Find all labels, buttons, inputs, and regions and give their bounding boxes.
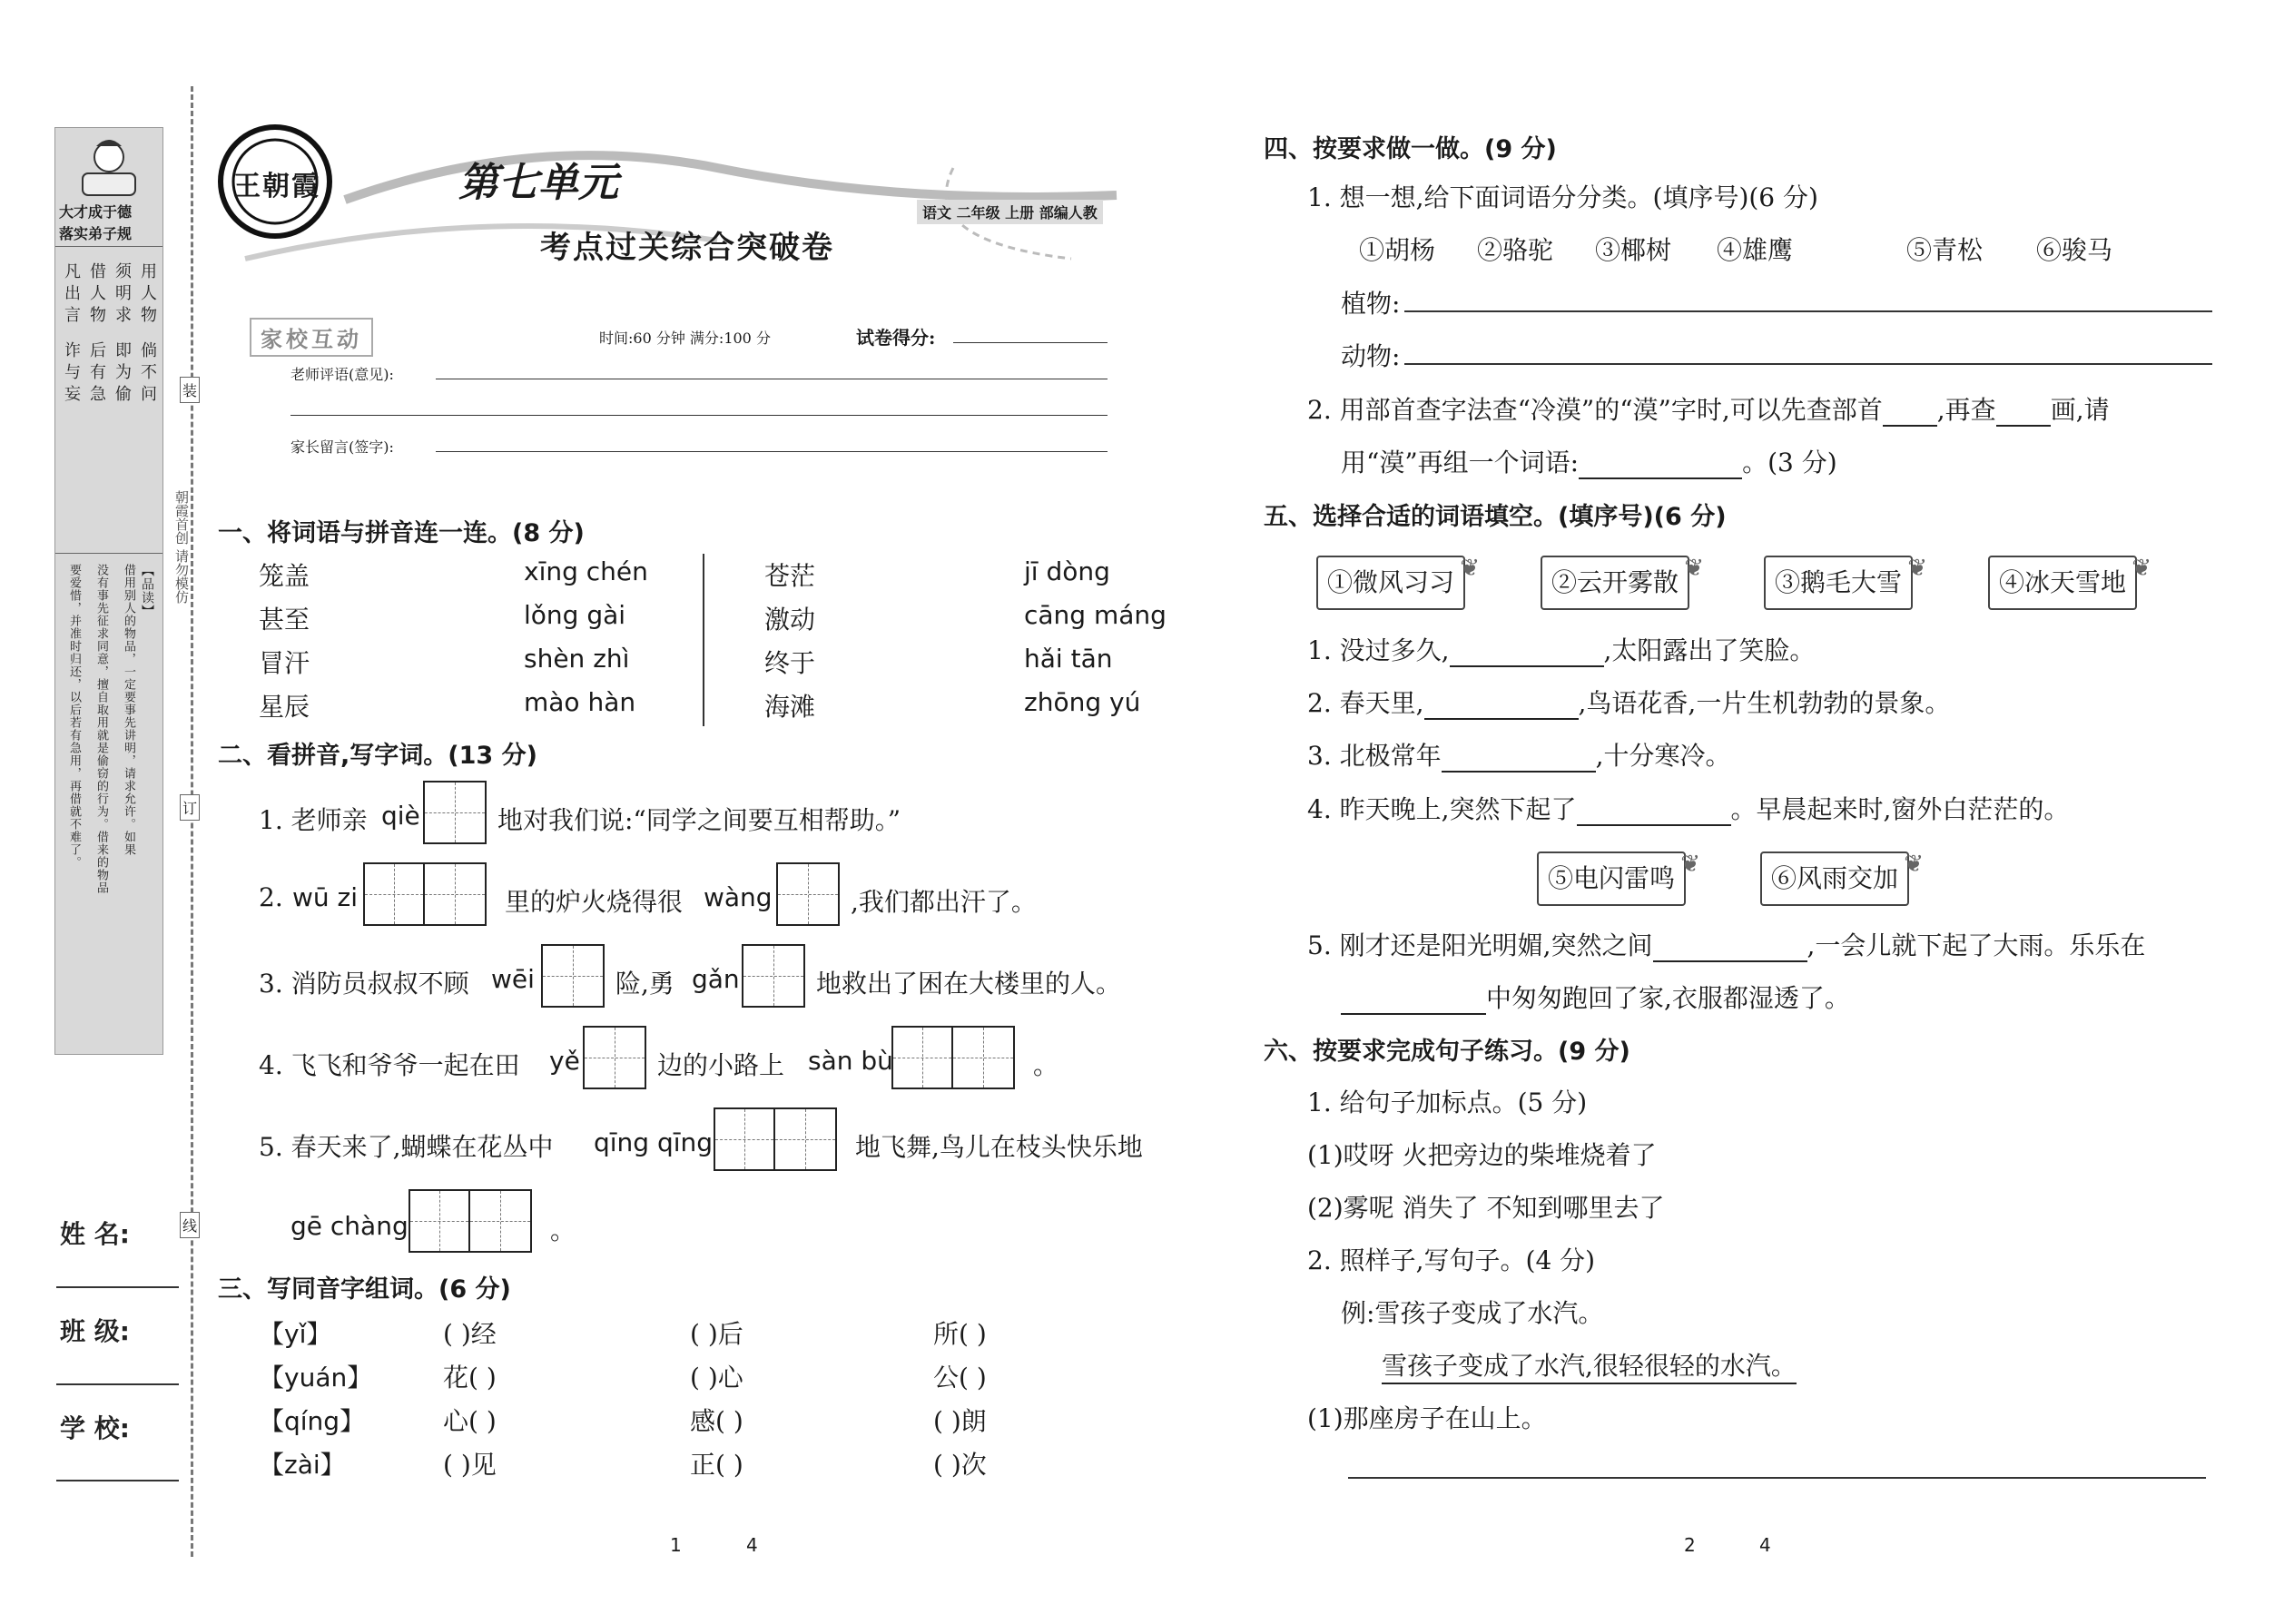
score-label: 试卷得分: bbox=[856, 327, 936, 349]
word[interactable]: 甚至 bbox=[259, 605, 310, 635]
leaf-icon: ❦ bbox=[1460, 555, 1481, 582]
name-label: 姓 名: bbox=[60, 1219, 130, 1249]
pinyin[interactable]: zhōng yú bbox=[1024, 687, 1141, 717]
option-word: ①胡杨 bbox=[1359, 235, 1436, 265]
plant-answer-line[interactable] bbox=[1404, 309, 2212, 312]
parent-comment-label: 家长留言(签字): bbox=[290, 438, 394, 456]
page-number-total: 4 bbox=[746, 1534, 758, 1556]
tianzige-box[interactable] bbox=[891, 1026, 1015, 1089]
school-label: 学 校: bbox=[60, 1413, 130, 1443]
class-label: 班 级: bbox=[60, 1316, 130, 1346]
tianzige-box[interactable] bbox=[714, 1107, 837, 1171]
poem-note: 要爱惜，并准时归还，以后若有急用，再借就不难了。 bbox=[67, 564, 81, 869]
page-number: 1 bbox=[670, 1534, 682, 1556]
q-text: 1. 没过多久, ,太阳露出了笑脸。 bbox=[1307, 635, 1816, 665]
tianzige-box[interactable] bbox=[363, 862, 487, 926]
blank-item[interactable]: 正( ) bbox=[690, 1450, 743, 1480]
class-field[interactable] bbox=[56, 1382, 179, 1385]
sound-key: 【yuán】 bbox=[259, 1363, 373, 1393]
section2-title: 二、看拼音,写字词。(13 分) bbox=[218, 742, 537, 770]
tianzige-box[interactable] bbox=[776, 862, 840, 926]
poem-col: 凡出言 bbox=[62, 262, 81, 328]
school-field[interactable] bbox=[56, 1478, 179, 1481]
sound-key: 【zài】 bbox=[259, 1450, 346, 1480]
tianzige-box[interactable] bbox=[742, 944, 805, 1008]
margin-note: 朝霞首创 请勿模仿 bbox=[173, 490, 190, 604]
motto-top: 大才成于德 bbox=[59, 203, 133, 221]
poem-label: 【品读】 bbox=[140, 564, 154, 618]
sentence[interactable]: (2)雾呢 消失了 不知到哪里去了 bbox=[1307, 1193, 1665, 1223]
option-word: ②骆驼 bbox=[1477, 235, 1554, 265]
home-school-label: 家校互动 bbox=[250, 318, 373, 357]
blank-item[interactable]: ( )后 bbox=[690, 1319, 743, 1349]
word[interactable]: 笼盖 bbox=[259, 561, 310, 591]
poem-col: 倘不问 bbox=[138, 341, 157, 407]
leaf-icon: ❦ bbox=[2132, 555, 2152, 582]
poem-col: 后有急 bbox=[87, 341, 106, 407]
q-text: 中匆匆跑回了家,衣服都湿透了。 bbox=[1341, 979, 1850, 1015]
word-option: ①微风习习 ❦ bbox=[1316, 556, 1465, 610]
pinyin[interactable]: hǎi tān bbox=[1024, 644, 1113, 674]
q-text: 4. 昨天晚上,突然下起了 。早晨起来时,窗外白茫茫的。 bbox=[1307, 794, 2070, 824]
word-option: ④冰天雪地 ❦ bbox=[1988, 556, 2137, 610]
option-word: ③椰树 bbox=[1595, 235, 1672, 265]
q-pinyin: sàn bù bbox=[808, 1046, 893, 1076]
q-text: 5. 刚才还是阳光明媚,突然之间 ,一会儿就下起了大雨。乐乐在 bbox=[1307, 930, 2146, 960]
q-text: 。 bbox=[550, 1216, 576, 1245]
q-text: 2. 春天里, ,鸟语花香,一片生机勃勃的景象。 bbox=[1307, 688, 1951, 718]
q-text: 1. 给句子加标点。(5 分) bbox=[1307, 1088, 1588, 1117]
teacher-comment-line2[interactable] bbox=[290, 413, 1108, 416]
blank-item[interactable]: 花( ) bbox=[443, 1363, 497, 1393]
word[interactable]: 激动 bbox=[764, 605, 816, 635]
q-text: 1. 老师亲 bbox=[259, 805, 368, 835]
q-text: 里的炉火烧得很 bbox=[505, 887, 684, 917]
pinyin[interactable]: jī dòng bbox=[1024, 556, 1110, 586]
leaf-icon: ❦ bbox=[1680, 851, 1701, 878]
word-option: ③鹅毛大雪 ❦ bbox=[1764, 556, 1913, 610]
word[interactable]: 冒汗 bbox=[259, 648, 310, 678]
q-text: 3. 消防员叔叔不顾 bbox=[259, 969, 469, 999]
poem-col: 借人物 bbox=[87, 262, 106, 328]
q-text: 用“漠”再组一个词语: 。(3 分) bbox=[1341, 448, 1837, 477]
sidebar-panel bbox=[54, 127, 163, 1055]
animal-label: 动物: bbox=[1341, 341, 1401, 371]
logo-text: 王朝霞 bbox=[233, 171, 320, 202]
word[interactable]: 终于 bbox=[764, 648, 816, 678]
margin-label: 订 bbox=[180, 794, 200, 821]
blank-item[interactable]: ( )心 bbox=[690, 1363, 743, 1393]
poem-note: 借用别人的物品，一定要事先讲明，请求允许。如果 bbox=[122, 564, 135, 856]
column-divider bbox=[703, 554, 704, 726]
q-text: 2. bbox=[259, 882, 283, 912]
section6-title: 六、按要求完成句子练习。(9 分) bbox=[1264, 1038, 1630, 1066]
time-info: 时间:60 分钟 满分:100 分 bbox=[599, 330, 771, 347]
poem-col: 须明求 bbox=[113, 262, 132, 328]
word[interactable]: 星辰 bbox=[259, 692, 310, 722]
q-text: ,我们都出汗了。 bbox=[851, 887, 1037, 917]
section1-title: 一、将词语与拼音连一连。(8 分) bbox=[218, 519, 585, 547]
q-text: 4. 飞飞和爷爷一起在田 bbox=[259, 1050, 520, 1080]
q-pinyin: gē chàng bbox=[290, 1211, 409, 1241]
q-text: 。 bbox=[1033, 1050, 1059, 1080]
teacher-comment-label: 老师评语(意见): bbox=[290, 366, 394, 383]
section3-title: 三、写同音字组词。(6 分) bbox=[218, 1275, 511, 1304]
motto-bottom: 落实弟子规 bbox=[59, 225, 133, 242]
sound-key: 【qíng】 bbox=[259, 1406, 366, 1436]
exam-subtitle: 考点过关综合突破卷 bbox=[540, 230, 834, 266]
q-pinyin: qiè bbox=[381, 801, 420, 831]
blank-item[interactable]: 所( ) bbox=[933, 1319, 987, 1349]
example-answer: 雪孩子变成了水汽,很轻很轻的水汽。 bbox=[1382, 1346, 1797, 1384]
example-sentence: 例:雪孩子变成了水汽。 bbox=[1341, 1298, 1604, 1328]
word-option: ⑤电闪雷鸣 ❦ bbox=[1537, 851, 1686, 906]
score-field[interactable] bbox=[953, 340, 1108, 343]
plant-label: 植物: bbox=[1341, 289, 1401, 319]
margin-label: 线 bbox=[180, 1212, 200, 1238]
animal-answer-line[interactable] bbox=[1404, 361, 2212, 365]
option-word: ④雄鹰 bbox=[1717, 235, 1794, 265]
q-text: 5. 春天来了,蝴蝶在花丛中 bbox=[259, 1132, 554, 1162]
sentence[interactable]: (1)哎呀 火把旁边的柴堆烧着了 bbox=[1307, 1140, 1657, 1170]
tianzige-box[interactable] bbox=[423, 781, 487, 844]
binding-dashed-line bbox=[191, 86, 193, 1557]
answer-line[interactable] bbox=[1348, 1475, 2206, 1479]
word-option: ②云开雾散 ❦ bbox=[1541, 556, 1689, 610]
blank-item[interactable]: 感( ) bbox=[690, 1406, 743, 1436]
teacher-comment-field[interactable] bbox=[436, 377, 1108, 379]
q-text: 1. 想一想,给下面词语分分类。(填序号)(6 分) bbox=[1307, 182, 1818, 212]
word[interactable]: 海滩 bbox=[764, 692, 816, 722]
pinyin[interactable]: cāng máng bbox=[1024, 600, 1167, 630]
blank-item[interactable]: ( )次 bbox=[933, 1450, 987, 1480]
word-option: ⑥风雨交加 ❦ bbox=[1760, 851, 1909, 906]
blank-item[interactable]: 心( ) bbox=[443, 1406, 497, 1436]
tianzige-box[interactable] bbox=[583, 1026, 646, 1089]
pinyin[interactable]: mào hàn bbox=[524, 687, 636, 717]
student-figure-icon bbox=[55, 135, 162, 199]
q-text: 地对我们说:“同学之间要互相帮助。” bbox=[497, 805, 901, 835]
sentence: (1)那座房子在山上。 bbox=[1307, 1403, 1547, 1433]
page-number-total: 4 bbox=[1759, 1534, 1771, 1556]
q-text: 3. 北极常年 ,十分寒冷。 bbox=[1307, 741, 1731, 771]
section4-title: 四、按要求做一做。(9 分) bbox=[1264, 135, 1557, 163]
q-text: 险,勇 bbox=[615, 969, 674, 999]
section5-title: 五、选择合适的词语填空。(填序号)(6 分) bbox=[1264, 503, 1727, 531]
pinyin[interactable]: xīng chén bbox=[524, 556, 648, 586]
sound-key: 【yǐ】 bbox=[259, 1319, 332, 1349]
option-word: ⑥骏马 bbox=[2036, 235, 2113, 265]
poem-col: 即为偷 bbox=[113, 341, 132, 407]
option-word: ⑤青松 bbox=[1906, 235, 1984, 265]
blank-item[interactable]: ( )经 bbox=[443, 1319, 497, 1349]
word[interactable]: 苍茫 bbox=[764, 561, 816, 591]
q-pinyin: wū zi bbox=[292, 882, 359, 912]
q-pinyin: yě bbox=[549, 1046, 580, 1076]
poem-col: 用人物 bbox=[138, 262, 157, 328]
tianzige-box[interactable] bbox=[409, 1189, 532, 1253]
q-text: 2. 用部首查字法查“冷漠”的“漠”字时,可以先查部首 ,再查 画,请 bbox=[1307, 395, 2110, 425]
parent-comment-field[interactable] bbox=[436, 449, 1108, 452]
q-text: 地救出了困在大楼里的人。 bbox=[816, 969, 1122, 999]
unit-title: 第七单元 bbox=[458, 160, 618, 206]
margin-label: 装 bbox=[180, 377, 200, 403]
page-number: 2 bbox=[1684, 1534, 1696, 1556]
leaf-icon: ❦ bbox=[1907, 555, 1928, 582]
q-text: 2. 照样子,写句子。(4 分) bbox=[1307, 1245, 1596, 1275]
pinyin[interactable]: lǒng gài bbox=[524, 600, 626, 630]
blank-item[interactable]: ( )见 bbox=[443, 1450, 497, 1480]
blank-item[interactable]: 公( ) bbox=[933, 1363, 987, 1393]
q-pinyin: qīng qīng bbox=[594, 1127, 714, 1157]
grade-meta: 语文 二年级 上册 部编人教 bbox=[917, 200, 1103, 224]
blank-item[interactable]: ( )朗 bbox=[933, 1406, 987, 1436]
q-pinyin: wàng bbox=[704, 882, 773, 912]
name-field[interactable] bbox=[56, 1284, 179, 1288]
tianzige-box[interactable] bbox=[541, 944, 605, 1008]
leaf-icon: ❦ bbox=[1684, 555, 1705, 582]
pinyin[interactable]: shèn zhì bbox=[524, 644, 630, 674]
q-text: 地飞舞,鸟儿在枝头快乐地 bbox=[855, 1132, 1143, 1162]
q-text: 边的小路上 bbox=[657, 1050, 785, 1080]
q-pinyin: wēi bbox=[491, 964, 535, 994]
q-pinyin: gǎn bbox=[692, 964, 740, 994]
leaf-icon: ❦ bbox=[1904, 851, 1925, 878]
poem-note: 没有事先征求同意，擅自取用就是偷窃的行为。借来的物品 bbox=[94, 564, 108, 894]
poem-col: 诈与妄 bbox=[62, 341, 81, 407]
